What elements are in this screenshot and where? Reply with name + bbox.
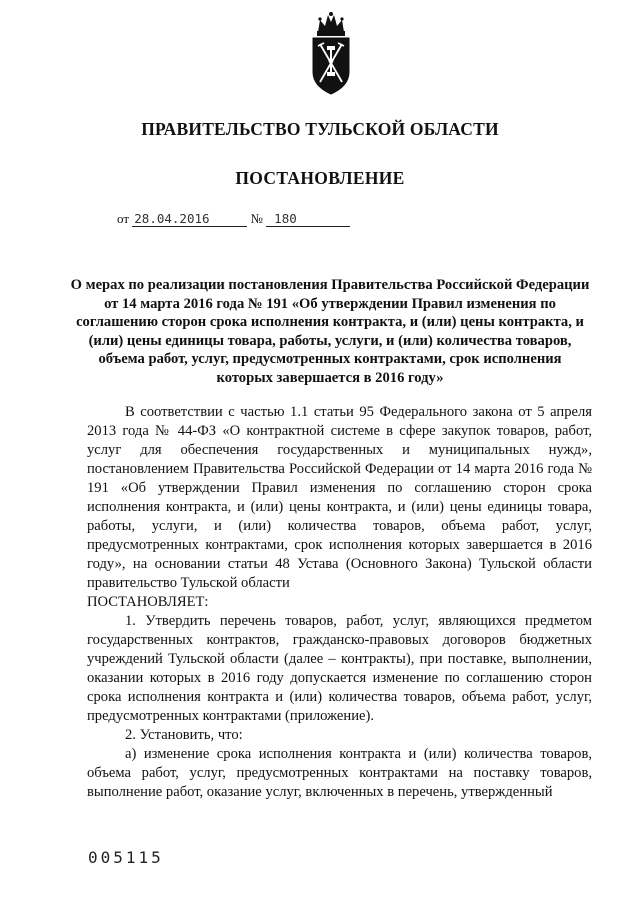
- item-2a-paragraph: а) изменение срока исполнения контракта и (или) количества товаров, объема работ, услуг, предусмотренных контрактами на поставку товаров, выполнение работ, оказание услуг, включенных в перечень, утвержденный: [87, 746, 592, 800]
- item-2-paragraph: 2. Установить, что:: [125, 727, 243, 743]
- serial-number: 005115: [88, 848, 164, 867]
- document-body: [87, 403, 592, 802]
- document-subject: О мерах по реализации постановления Правительства Российской Федерации от 14 марта 2016 года № 191 «Об утверждении Правил изменения по соглашению сторон срока исполнения контракта, и (или) цены контракта, и (или) цены единицы товара, работы, услуги, и (или) количества товаров, объема работ, услуг, предусмотренных контрактами, срок исполнения которых завершается в 2016 году»: [70, 277, 590, 386]
- resolves-heading: ПОСТАНОВЛЯЕТ:: [87, 594, 209, 610]
- preamble-paragraph: В соответствии с частью 1.1 статьи 95 Федерального закона от 5 апреля 2013 года № 44-ФЗ «О контрактной системе в сфере закупок товаров, работ, услуг для обеспечения государственных и муниципальных нужд», постановлением Правительства Российской Федерации от 14 марта 2016 года № 191 «Об утверждении Правил изменения по соглашению сторон срока исполнения контракта, и (или) цены контракта, и (или) цены единицы товара, работы, услуги, и (или) количества товаров, объема работ, услуг, предусмотренных контрактами, срок исполнения которых завершается в 2016 году», на основании статьи 48 Устава (Основного Закона) Тульской области правительство Тульской области: [87, 404, 592, 591]
- organization-title: ПРАВИТЕЛЬСТВО ТУЛЬСКОЙ ОБЛАСТИ: [141, 119, 499, 139]
- document-type: ПОСТАНОВЛЕНИЕ: [235, 168, 405, 188]
- date-label: от: [117, 211, 130, 226]
- tula-coat-of-arms-icon: [306, 10, 356, 96]
- document-number: 180: [266, 212, 350, 227]
- number-label: №: [250, 211, 263, 226]
- item-1-paragraph: 1. Утвердить перечень товаров, работ, услуг, являющихся предметом государственных контрактов, гражданско-правовых договоров бюджетных учреждений Тульской области (далее – контракты), при поставке, выполнении, оказании которых в 2016 году допускается изменение по соглашению сторон срока исполнения контракта и (или) количества товаров, объема работ, услуг, предусмотренных контрактами (приложение).: [87, 613, 592, 724]
- date-number-line: [117, 211, 350, 227]
- document-date: 28.04.2016: [132, 212, 247, 227]
